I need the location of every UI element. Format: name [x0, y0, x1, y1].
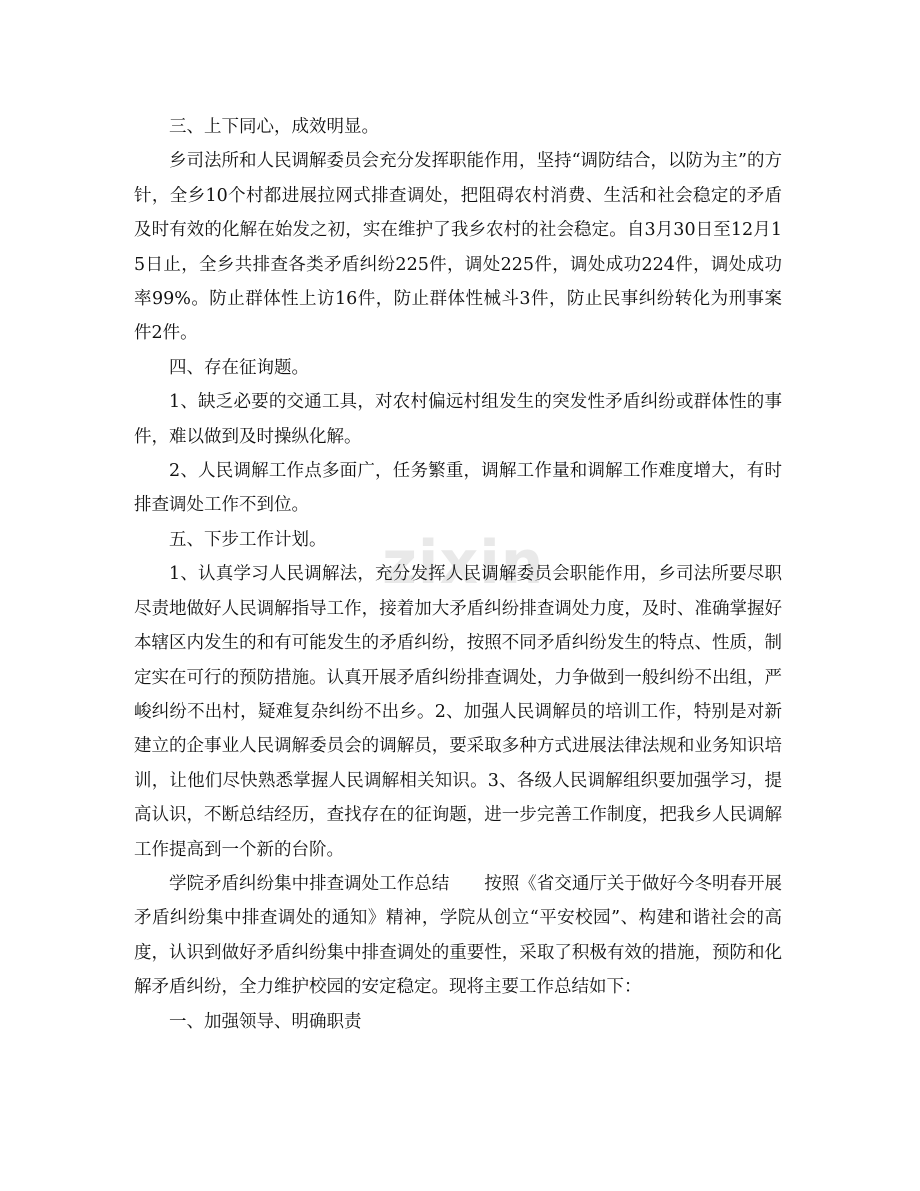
section-heading-plan: 五、下步工作计划。: [169, 529, 327, 550]
paragraph-problem-2: 2、人民调解工作点多面广，任务繁重，调解工作量和调解工作难度增大，有时排查调处工作不到位。: [134, 461, 782, 516]
document-body: [134, 110, 782, 1039]
watermark: zixin: [382, 528, 545, 598]
paragraph-plan-details: 1、认真学习人民调解法，充分发挥人民调解委员会职能作用，乡司法所要尽职尽责地做好人民调解指导工作，接着加大矛盾纠纷排查调处力度，及时、准确掌握好本辖区内发生的和有可能发生的矛盾纠纷，按照不同矛盾纠纷发生的特点、性质，制定实在可行的预防措施。认真开展矛盾纠纷排查调处，力争做到一般纠纷不出组，严峻纠纷不出村，疑难复杂纠纷不出乡。2、加强人民调解员的培训工作，特别是对新建立的企事业人民调解委员会的调解员，要采取多种方式进展法律法规和业务知识培训，让他们尽快熟悉掌握人民调解相关知识。3、各级人民调解组织要加强学习，提高认识，不断总结经历，查找存在的征询题，进一步完善工作制度，把我乡人民调解工作提高到一个新的台阶。: [134, 564, 782, 860]
section-heading-leadership: 一、加强领导、明确职责: [169, 1011, 362, 1032]
section-heading-problems: 四、存在征询题。: [169, 357, 309, 378]
paragraph-problem-1: 1、缺乏必要的交通工具，对农村偏远村组发生的突发性矛盾纠纷或群体性的事件，难以做到及时操纵化解。: [134, 392, 782, 447]
section-heading-results: 三、上下同心，成效明显。: [169, 117, 379, 137]
paragraph-college-summary: 学院矛盾纠纷集中排查调处工作总结 按照《省交通厅关于做好今冬明春开展矛盾纠纷集中排查调处的通知》精神，学院从创立“平安校园”、构建和谐社会的高度，认识到做好矛盾纠纷集中排查调处的重要性，采取了积极有效的措施，预防和化解矛盾纠纷，全力维护校园的安定稳定。现将主要工作总结如下：: [134, 873, 782, 998]
paragraph-mediation-summary: 乡司法所和人民调解委员会充分发挥职能作用，坚持“调防结合，以防为主”的方针，全乡10个村都进展拉网式排查调处，把阻碍农村消费、生活和社会稳定的矛盾及时有效的化解在始发之初，实在维护了我乡农村的社会稳定。自3月30日至12月15日止，全乡共排查各类矛盾纠纷225件，调处225件，调处成功224件，调处成功率99%。防止群体性上访16件，防止群体性械斗3件，防止民事纠纷转化为刑事案件2件。: [134, 151, 782, 344]
